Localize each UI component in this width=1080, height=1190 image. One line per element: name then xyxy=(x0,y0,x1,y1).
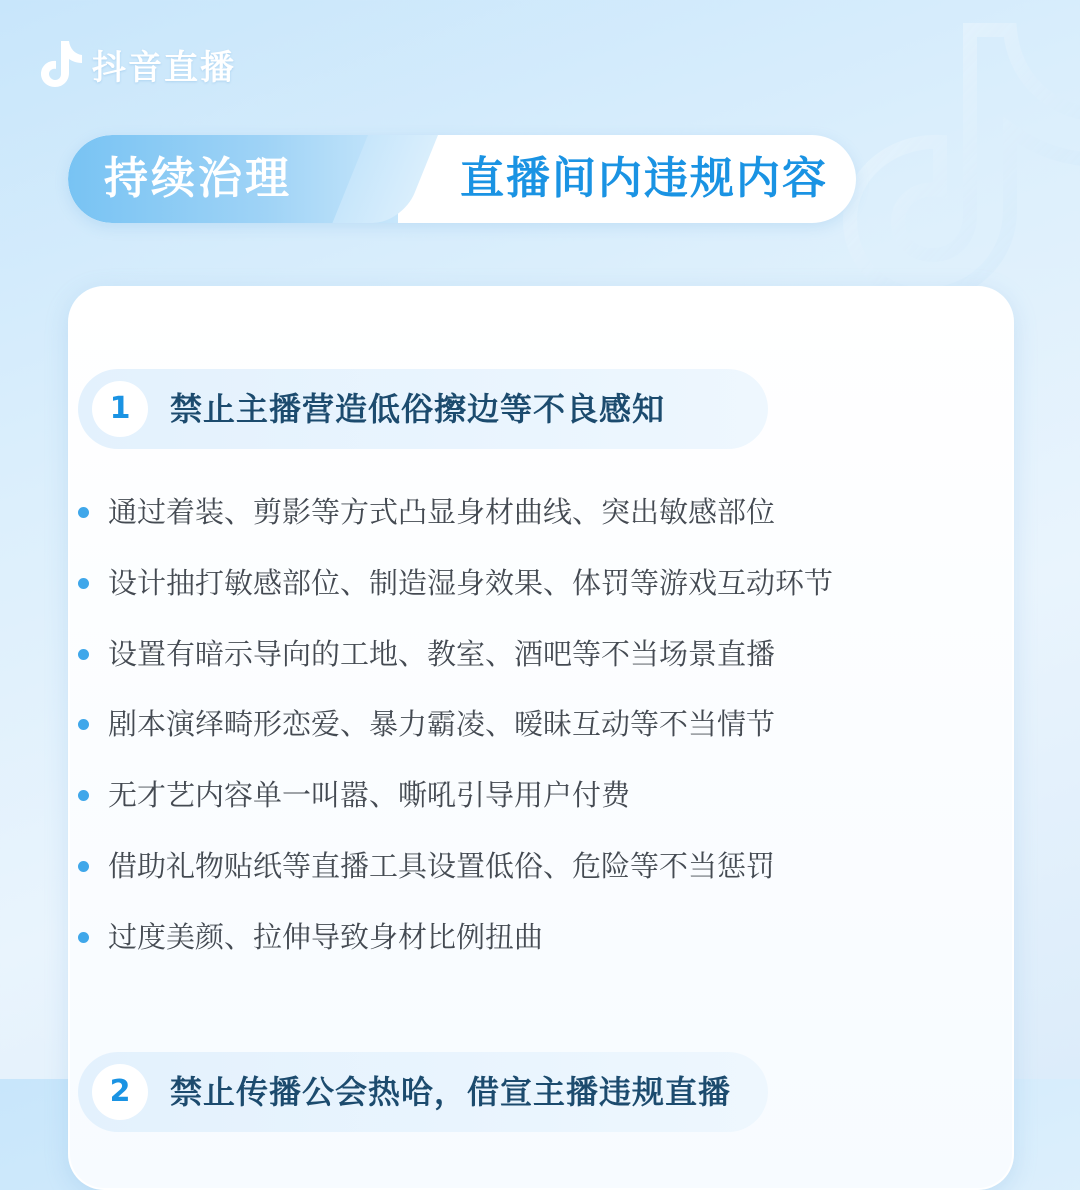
rule-text: 过度美颜、拉伸导致身材比例扭曲 xyxy=(108,919,544,954)
background-note-icon xyxy=(820,10,1080,310)
rule-text: 剧本演绎畸形恋爱、暴力霸凌、暧昧互动等不当情节 xyxy=(108,707,776,742)
list-item xyxy=(78,831,938,902)
banner-left-text: 持续治理 xyxy=(104,153,292,204)
rule-text: 无才艺内容单一叫嚣、嘶吼引导用户付费 xyxy=(108,778,631,813)
brand-header xyxy=(38,38,236,90)
bullet-dot-icon xyxy=(78,861,89,872)
section-title: 禁止主播营造低俗擦边等不良感知 xyxy=(170,390,666,428)
bullet-dot-icon xyxy=(78,649,89,660)
list-item xyxy=(78,619,938,690)
rule-text: 借助礼物贴纸等直播工具设置低俗、危险等不当惩罚 xyxy=(108,848,776,883)
title-banner xyxy=(68,135,856,223)
rule-text: 设置有暗示导向的工地、教室、酒吧等不当场景直播 xyxy=(108,636,776,671)
rule-text: 通过着装、剪影等方式凸显身材曲线、突出敏感部位 xyxy=(108,495,776,529)
bullet-dot-icon xyxy=(78,507,89,518)
list-item xyxy=(78,548,938,619)
douyin-note-icon xyxy=(38,39,84,89)
rule-list xyxy=(78,477,938,973)
section-heading-1 xyxy=(78,369,768,449)
bullet-dot-icon xyxy=(78,790,89,801)
section-number: 1 xyxy=(92,381,148,437)
section-title: 禁止传播公会热哈，借宣主播违规直播 xyxy=(170,1073,732,1111)
list-item xyxy=(78,477,938,548)
section-number: 2 xyxy=(92,1064,148,1120)
list-item xyxy=(78,689,938,760)
bullet-dot-icon xyxy=(78,578,89,589)
bullet-dot-icon xyxy=(78,719,89,730)
rule-text: 设计抽打敏感部位、制造湿身效果、体罚等游戏互动环节 xyxy=(108,565,834,600)
section-heading-2 xyxy=(78,1052,768,1132)
list-item xyxy=(78,902,938,973)
bullet-dot-icon xyxy=(78,932,89,943)
banner-right-text: 直播间内违规内容 xyxy=(460,153,828,204)
brand-name: 抖音直播 xyxy=(92,47,236,88)
list-item xyxy=(78,760,938,831)
